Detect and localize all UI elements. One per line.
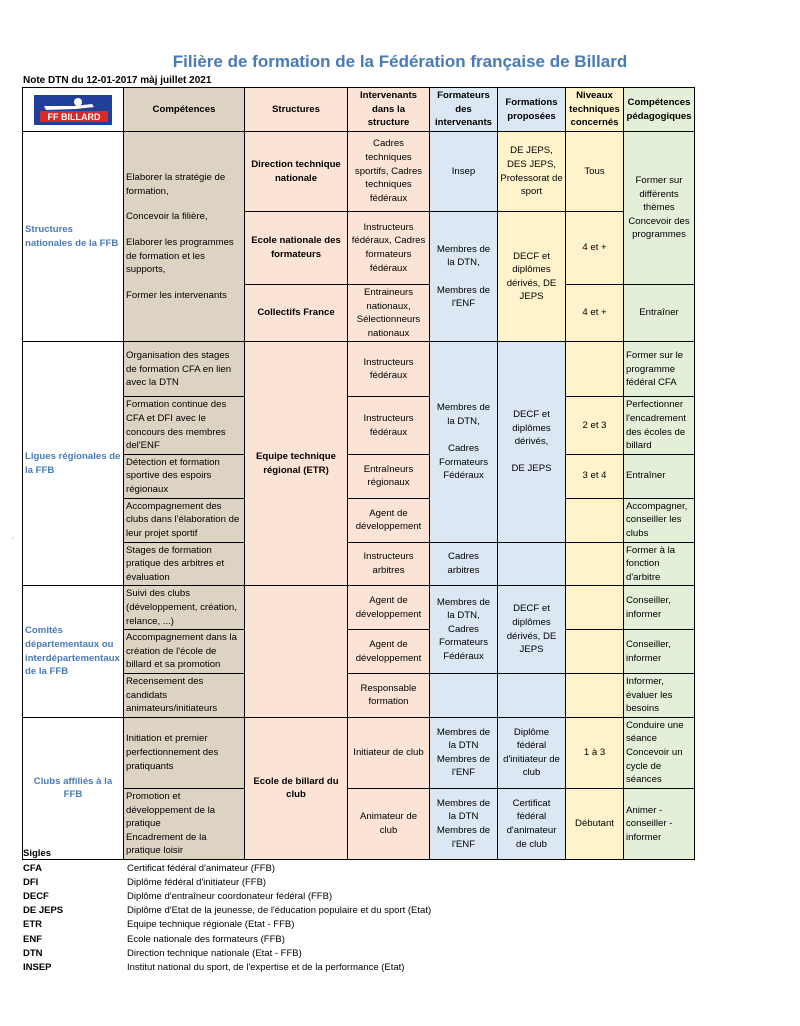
structure-dtn: Direction technique nationale	[245, 132, 348, 212]
niveau-comite-3	[566, 674, 624, 718]
sigle-value: Institut national du sport, de l'expertise et de la performance (Etat)	[127, 961, 405, 973]
sigle-key: DE JEPS	[23, 905, 64, 917]
competence-club-1: Initiation et premier perfectionnement des pratiquants	[124, 717, 245, 788]
structure-collectifs: Collectifs France	[245, 285, 348, 342]
competence-ligue-3: Détection et formation sportive des espoirs régionaux	[124, 454, 245, 498]
header-structures: Structures	[245, 88, 348, 132]
intervenants-ligue-1: Instructeurs fédéraux	[348, 342, 430, 397]
intervenants-ligue-5: Instructeurs arbitres	[348, 542, 430, 586]
pedagogiques-collectifs: Entraîner	[624, 285, 695, 342]
sigle-row	[23, 904, 431, 918]
competence-comite-2: Accompagnement dans la création de l'école de billard et sa promotion	[124, 630, 245, 674]
formations-ligue-arbitres	[498, 542, 566, 586]
formateurs-club-2: Membres de la DTN Membres de l'ENF	[430, 788, 498, 859]
sigle-row	[23, 890, 431, 904]
intervenants-comite-1: Agent de développement	[348, 586, 430, 630]
sigles-heading: Sigles	[23, 848, 51, 859]
sigle-value: Equipe technique régionale (Etat - FFB)	[127, 919, 295, 931]
competence-item: Former les intervenants	[126, 289, 227, 301]
formations-ligue: DECF et diplômes dérivés, DE JEPS	[498, 342, 566, 542]
training-table	[22, 87, 695, 860]
niveau-enf: 4 et +	[566, 212, 624, 285]
formations-enf: DECF et diplômes dérivés, DE JEPS	[498, 212, 566, 342]
niveau-collectifs: 4 et +	[566, 285, 624, 342]
note-dtn: Note DTN du 12-01-2017 màj juillet 2021	[23, 75, 212, 86]
formations-club-2: Certificat fédéral d'animateur de club	[498, 788, 566, 859]
header-formateurs: Formateurs des intervenants	[430, 88, 498, 132]
intervenants-ligue-4: Agent de développement	[348, 498, 430, 542]
competence-ligue-1: Organisation des stages de formation CFA en lien avec la DTN	[124, 342, 245, 397]
niveau-ligue-3: 3 et 4	[566, 454, 624, 498]
stray-mark: ,	[12, 534, 14, 540]
niveau-club-2: Débutant	[566, 788, 624, 859]
competences-nationales	[124, 132, 245, 342]
sigles-legend	[23, 847, 431, 975]
page-title: Filière de formation de la Fédération française de Billard	[172, 52, 628, 71]
competence-comite-3: Recensement des candidats animateurs/initiateurs	[124, 674, 245, 718]
pedagogiques-ligue-5: Former à la fonction d'arbitre	[624, 542, 695, 586]
sigle-key: DTN	[23, 947, 43, 959]
pedagogiques-club-2: Animer - conseiller - informer	[624, 788, 695, 859]
formateurs-enf: Membres de la DTN, Membres de l'ENF	[430, 212, 498, 342]
sigle-value: Diplôme d'entraîneur coordonateur fédéral (FFB)	[127, 891, 333, 903]
org-comites: Comités départementaux ou interdépartementaux de la FFB	[23, 586, 124, 717]
formations-dtn: DE JEPS, DES JEPS, Professorat de sport	[498, 132, 566, 212]
pedagogiques-ligue-3: Entraîner	[624, 454, 695, 498]
sigle-key: CFA	[23, 863, 42, 875]
competence-comite-1: Suivi des clubs (développement, création, relance, ...)	[124, 586, 245, 630]
sigle-value: Certificat fédéral d'animateur (FFB)	[127, 863, 276, 875]
competence-item: Concevoir la filière,	[126, 211, 208, 223]
competence-club-2: Promotion et développement de la pratique Encadrement de la pratique loisir	[124, 788, 245, 859]
sigle-value: Diplôme fédéral d'initiateur (FFB)	[127, 877, 267, 889]
competence-ligue-5: Stages de formation pratique des arbitres et évaluation	[124, 542, 245, 586]
intervenants-club-1: Initiateur de club	[348, 717, 430, 788]
logo-cell	[23, 88, 124, 132]
pedagogiques-ligue-2: Perfectionner l'encadrement des écoles de billard	[624, 397, 695, 454]
formateurs-dtn: Insep	[430, 132, 498, 212]
pedagogiques-comite-1: Conseiller, informer	[624, 586, 695, 630]
intervenants-club-2: Animateur de club	[348, 788, 430, 859]
sigle-key: ENF	[23, 933, 42, 945]
sigle-value: Ecole nationale des formateurs (FFB)	[127, 933, 285, 945]
structure-etr: Equipe technique régional (ETR)	[245, 342, 348, 586]
header-formations: Formations proposées	[498, 88, 566, 132]
sigle-key: INSEP	[23, 961, 52, 973]
intervenants-ligue-3: Entraîneurs régionaux	[348, 454, 430, 498]
sigle-row	[23, 961, 431, 975]
competence-item: Elaborer les programmes de formation et les supports,	[126, 236, 234, 276]
header-pedagogiques: Compétences pédagogiques	[624, 88, 695, 132]
niveau-comite-1	[566, 586, 624, 630]
formateurs-comite-3	[430, 674, 498, 718]
competence-ligue-2: Formation continue des CFA et DFI avec le concours des membres del'ENF	[124, 397, 245, 454]
pedagogiques-ligue-1: Former sur le programme fédéral CFA	[624, 342, 695, 397]
niveau-ligue-4	[566, 498, 624, 542]
intervenants-collectifs: Entraineurs nationaux, Sélectionneurs nationaux	[348, 285, 430, 342]
org-structures-nationales: Structures nationales de la FFB	[23, 132, 124, 342]
intervenants-ligue-2: Instructeurs fédéraux	[348, 397, 430, 454]
header-niveaux: Niveaux techniques concernés	[566, 88, 624, 132]
org-ligues-regionales: Ligues régionales de la FFB	[23, 342, 124, 586]
niveau-comite-2	[566, 630, 624, 674]
niveau-club-1: 1 à 3	[566, 717, 624, 788]
sigle-key: ETR	[23, 919, 42, 931]
sigle-row	[23, 862, 431, 876]
formateurs-ligue: Membres de la DTN, Cadres Formateurs Fédéraux	[430, 342, 498, 542]
sigle-row	[23, 947, 431, 961]
pedagogiques-club-1: Conduire une séance Concevoir un cycle de séances	[624, 717, 695, 788]
formations-club-1: Diplôme fédéral d'initiateur de club	[498, 717, 566, 788]
structure-comite	[245, 586, 348, 717]
sigle-row	[23, 876, 431, 890]
formateurs-comite: Membres de la DTN, Cadres Formateurs Fédéraux	[430, 586, 498, 674]
niveau-ligue-2: 2 et 3	[566, 397, 624, 454]
pedagogiques-comite-3: Informer, évaluer les besoins	[624, 674, 695, 718]
formations-comite: DECF et diplômes dérivés, DE JEPS	[498, 586, 566, 674]
sigle-row	[23, 918, 431, 932]
logo-text: FF BILLARD	[47, 111, 101, 122]
niveau-dtn: Tous	[566, 132, 624, 212]
pedagogiques-comite-2: Conseiller, informer	[624, 630, 695, 674]
niveau-ligue-1	[566, 342, 624, 397]
intervenants-enf: Instructeurs fédéraux, Cadres formateurs fédéraux	[348, 212, 430, 285]
intervenants-comite-3: Responsable formation	[348, 674, 430, 718]
competence-ligue-4: Accompagnement des clubs dans l'élaboration de leur projet sportif	[124, 498, 245, 542]
niveau-ligue-5	[566, 542, 624, 586]
structure-enf: Ecole nationale des formateurs	[245, 212, 348, 285]
sigle-value: Direction technique nationale (Etat - FFB)	[127, 947, 302, 959]
intervenants-comite-2: Agent de développement	[348, 630, 430, 674]
sigle-row	[23, 933, 431, 947]
sigle-value: Diplôme d'Etat de la jeunesse, de l'éducation populaire et du sport (Etat)	[127, 905, 432, 917]
sigle-key: DFI	[23, 877, 39, 889]
formateurs-ligue-arbitres: Cadres arbitres	[430, 542, 498, 586]
formations-comite-3	[498, 674, 566, 718]
header-intervenants: Intervenants dans la structure	[348, 88, 430, 132]
org-clubs: Clubs affiliés à la FFB	[23, 717, 124, 859]
intervenants-dtn: Cadres techniques sportifs, Cadres techniques fédéraux	[348, 132, 430, 212]
formateurs-club-1: Membres de la DTN Membres de l'ENF	[430, 717, 498, 788]
ffb-logo	[34, 95, 112, 125]
structure-ecole-club: Ecole de billard du club	[245, 717, 348, 859]
header-competences: Compétences	[124, 88, 245, 132]
pedagogiques-ligue-4: Accompagner, conseiller les clubs	[624, 498, 695, 542]
competence-item: Elaborer la stratégie de formation,	[126, 172, 226, 197]
pedagogiques-nationales: Former sur différents thèmes Concevoir des programmes	[624, 132, 695, 285]
sigle-key: DECF	[23, 891, 49, 903]
